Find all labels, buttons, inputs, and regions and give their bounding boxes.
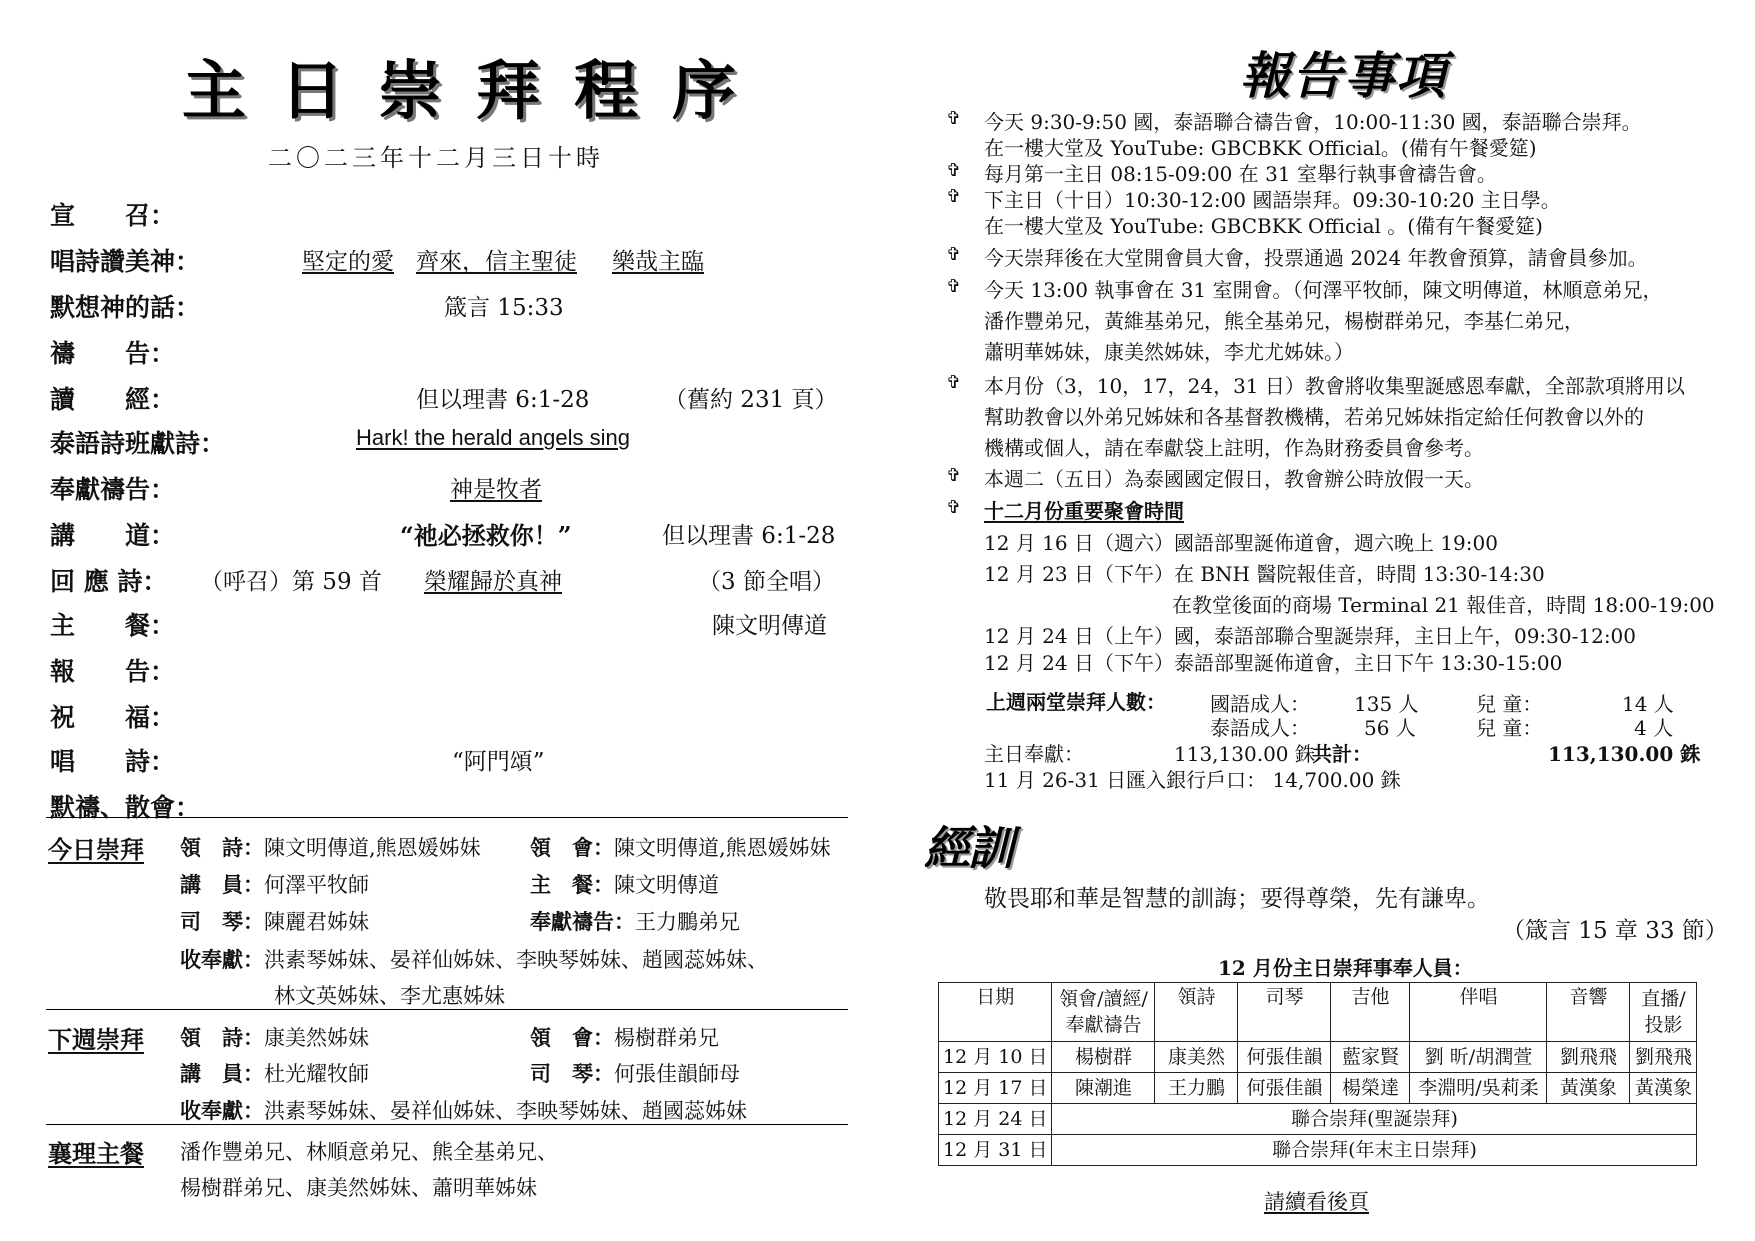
order-label-sermon: 講 道： (50, 521, 176, 550)
cell: 康美然 (1155, 1042, 1238, 1073)
today-offering-prayer (530, 906, 740, 936)
value: 杜光耀牧師 (264, 1062, 369, 1086)
divider (46, 1124, 848, 1125)
offering-hymn: 神是牧者 (450, 477, 542, 503)
response-verses: （3 節全唱） (698, 569, 835, 595)
schedule-title: 12 月份主日崇拜事奉人員： (1218, 956, 1473, 980)
label: 司 琴： (530, 1061, 614, 1086)
child-count-1: 14 人 (1622, 692, 1674, 716)
meditation-verse: 箴言 15:33 (444, 295, 564, 321)
hymn-1: 堅定的愛 (302, 249, 394, 275)
cross-icon: ✞ (946, 160, 962, 181)
next-offering (180, 1095, 747, 1125)
today-piano (180, 906, 369, 936)
value: 洪素琴姊妹、晏祥仙姊妹、李映琴姊妹、趙國蕊姊妹、 (264, 948, 768, 972)
events-head: 十二月份重要聚會時間 (984, 499, 1184, 523)
cross-icon: ✞ (946, 497, 962, 518)
order-label-meditate: 默想神的話： (50, 293, 201, 322)
label: 主 餐： (530, 872, 614, 897)
order-label-praise: 唱詩讚美神： (50, 247, 201, 276)
order-label-choir: 泰語詩班獻詩： (50, 429, 226, 458)
verse-reference: （箴言 15 章 33 節） (1502, 918, 1728, 944)
today-lead-meet (530, 832, 831, 862)
value: 何澤平牧師 (264, 873, 369, 897)
next-piano (530, 1058, 740, 1088)
today-lead-poem (180, 832, 481, 862)
table-row (939, 1073, 1697, 1104)
value: 洪素琴姊妹、晏祥仙姊妹、李映琴姊妹、趙國蕊姊妹 (264, 1099, 747, 1123)
today-offering (180, 944, 768, 974)
announcement: 今天 13:00 執事會在 31 室開會。（何澤平牧師，陳文明傳道，林順意弟兄， (984, 278, 1663, 302)
announcement: 在一樓大堂及 YouTube: GBCBKK Official。(備有午餐愛筵) (984, 136, 1537, 160)
order-label-response: 回 應 詩： (50, 567, 168, 596)
today-communion (530, 869, 719, 899)
cross-icon: ✞ (946, 276, 962, 297)
communion-line-1: 潘作豐弟兄、林順意弟兄、熊全基弟兄、 (180, 1140, 558, 1164)
label: 收奉獻： (180, 1098, 264, 1123)
continue-note: 請續看後頁 (1264, 1190, 1369, 1214)
offering-amount: 113,130.00 銖 (1174, 742, 1315, 766)
cell: 陳潮進 (1052, 1073, 1155, 1104)
hymn-2: 齊來，信主聖徒 (416, 249, 577, 275)
col-header: 伴唱 (1410, 983, 1547, 1042)
schedule-table (938, 982, 1697, 1166)
today-speaker (180, 869, 369, 899)
cell: 楊樹群 (1052, 1042, 1155, 1073)
response-hymn: 榮耀歸於真神 (424, 569, 562, 595)
child-count-2: 4 人 (1634, 716, 1674, 740)
next-speaker (180, 1058, 369, 1088)
label: 講 員： (180, 872, 264, 897)
event: 12 月 23 日（下午）在 BNH 醫院報佳音，時間 13:30-14:30 (984, 562, 1545, 586)
col-header: 司琴 (1238, 983, 1331, 1042)
divider (46, 817, 848, 818)
service-date: 二〇二三年十二月三日十時 (268, 144, 604, 172)
cell: 何張佳韻 (1238, 1073, 1331, 1104)
cell: 黃漢象 (1630, 1073, 1697, 1104)
choir-song: Hark! the herald angels sing (356, 425, 630, 450)
cell: 劉飛飛 (1630, 1042, 1697, 1073)
value: 陳文明傳道,熊恩媛姊妹 (264, 836, 481, 860)
event: 12 月 24 日（上午）國，泰語部聯合聖誕崇拜，主日上午，09:30-12:00 (984, 624, 1637, 648)
value: 陳文明傳道 (614, 873, 719, 897)
order-label-call: 宣 召： (50, 201, 176, 230)
sermon-passage: 但以理書 6:1-28 (662, 523, 836, 549)
order-label-announce: 報 告： (50, 657, 176, 686)
cell-date: 12 月 17 日 (939, 1073, 1052, 1104)
cell: 楊榮達 (1331, 1073, 1410, 1104)
col-header: 吉他 (1331, 983, 1410, 1042)
announcement: 幫助教會以外弟兄姊妹和各基督教機構，若弟兄姊妹指定給任何教會以外的 (984, 405, 1644, 429)
col-header: 音響 (1547, 983, 1630, 1042)
cross-icon: ✞ (946, 108, 962, 129)
col-header: 直播/投影 (1630, 983, 1697, 1042)
cell-date: 12 月 24 日 (939, 1104, 1052, 1135)
child-label: 兒 童： (1476, 692, 1543, 716)
announcement: 本月份（3，10，17，24，31 日）教會將收集聖誕感恩奉獻，全部款項將用以 (984, 374, 1685, 398)
total-label: 共計： (1312, 742, 1372, 766)
cell: 黃漢象 (1547, 1073, 1630, 1104)
attendance-label: 上週兩堂崇拜人數： (986, 690, 1166, 714)
announcement: 潘作豐弟兄，黃維基弟兄，熊全基弟兄，楊樹群弟兄，李基仁弟兄， (984, 309, 1584, 333)
today-head: 今日崇拜 (48, 836, 144, 864)
label: 領 會： (530, 835, 614, 860)
label: 奉獻禱告： (530, 909, 635, 934)
child-label: 兒 童： (1476, 716, 1543, 740)
event: 12 月 16 日（週六）國語部聖誕佈道會，週六晚上 19:00 (984, 531, 1498, 555)
verse-title: 經訓 (924, 821, 1012, 875)
cell: 王力鵬 (1155, 1073, 1238, 1104)
order-label-closing-hymn: 唱 詩： (50, 747, 176, 776)
label: 收奉獻： (180, 947, 264, 972)
cell-joint: 聯合崇拜(年末主日崇拜) (1052, 1135, 1697, 1166)
announcement: 每月第一主日 08:15-09:00 在 31 室舉行執事會禱告會。 (984, 162, 1497, 186)
cell: 藍家賢 (1331, 1042, 1410, 1073)
cross-icon: ✞ (946, 186, 962, 207)
value: 楊樹群弟兄 (614, 1026, 719, 1050)
next-lead-meet (530, 1022, 719, 1052)
announcement: 下主日（十日）10:30-12:00 國語崇拜。09:30-10:20 主日學。 (984, 188, 1561, 212)
cross-icon: ✞ (946, 244, 962, 265)
event: 在教堂後面的商場 Terminal 21 報佳音，時間 18:00-19:00 (1172, 593, 1715, 617)
bank-transfer: 11 月 26-31 日匯入銀行戶口： 14,700.00 銖 (984, 768, 1401, 792)
hymn-3: 樂哉主臨 (612, 249, 704, 275)
program-title: 主日崇拜程序 (182, 54, 770, 129)
announcement: 今天崇拜後在大堂開會員大會，投票通過 2024 年教會預算，請會員參加。 (984, 246, 1648, 270)
verse-text: 敬畏耶和華是智慧的訓誨；要得尊榮，先有謙卑。 (984, 886, 1490, 912)
table-row (939, 1104, 1697, 1135)
cross-icon: ✞ (946, 372, 962, 393)
order-label-communion: 主 餐： (50, 611, 176, 640)
order-label-prayer: 禱 告： (50, 339, 176, 368)
value: 陳麗君姊妹 (264, 910, 369, 934)
event: 12 月 24 日（下午）泰語部聖誕佈道會，主日下午 13:30-15:00 (984, 651, 1563, 675)
announcement: 在一樓大堂及 YouTube: GBCBKK Official 。(備有午餐愛筵) (984, 214, 1543, 238)
table-row (939, 1042, 1697, 1073)
cross-icon: ✞ (946, 465, 962, 486)
next-head: 下週崇拜 (48, 1026, 144, 1054)
value: 何張佳韻師母 (614, 1062, 740, 1086)
table-row (939, 1135, 1697, 1166)
divider (46, 1009, 848, 1010)
cell: 李淵明/吳莉柔 (1410, 1073, 1547, 1104)
closing-hymn: “阿門頌” (452, 749, 545, 775)
order-label-offering-prayer: 奉獻禱告： (50, 475, 176, 504)
cell: 劉 昕/胡潤萱 (1410, 1042, 1547, 1073)
label: 領 會： (530, 1025, 614, 1050)
mandarin-count: 135 人 (1354, 692, 1419, 716)
announcement: 本週二（五日）為泰國國定假日，教會辦公時放假一天。 (984, 467, 1484, 491)
col-header: 領會/讀經/奉獻禱告 (1052, 983, 1155, 1042)
value: 陳文明傳道,熊恩媛姊妹 (614, 836, 831, 860)
communion-head: 襄理主餐 (48, 1140, 144, 1168)
announcement: 今天 9:30-9:50 國，泰語聯合禱告會，10:00-11:30 國，泰語聯合崇拜。 (984, 110, 1642, 134)
announcement: 機構或個人，請在奉獻袋上註明，作為財務委員會參考。 (984, 436, 1484, 460)
cell-date: 12 月 31 日 (939, 1135, 1052, 1166)
cell: 劉飛飛 (1547, 1042, 1630, 1073)
col-header: 領詩 (1155, 983, 1238, 1042)
order-label-dismissal: 默禱、散會： (50, 793, 201, 822)
order-label-reading: 讀 經： (50, 385, 176, 414)
communion-leader: 陳文明傳道 (712, 613, 827, 639)
sermon-title: “祂必拯救你！” (400, 521, 572, 550)
table-header-row (939, 983, 1697, 1042)
communion-line-2: 楊樹群弟兄、康美然姊妹、蕭明華姊妹 (180, 1176, 537, 1200)
mandarin-label: 國語成人： (1210, 692, 1310, 716)
label: 講 員： (180, 1061, 264, 1086)
thai-count: 56 人 (1364, 716, 1416, 740)
value: 康美然姊妹 (264, 1026, 369, 1050)
label: 領 詩： (180, 1025, 264, 1050)
announcements-title: 報告事項 (1240, 46, 1448, 105)
label: 領 詩： (180, 835, 264, 860)
reading-page: （舊約 231 頁） (664, 387, 838, 413)
reading-passage: 但以理書 6:1-28 (416, 387, 590, 413)
today-offering-cont: 林文英姊妹、李尤惠姊妹 (274, 984, 505, 1008)
cell-date: 12 月 10 日 (939, 1042, 1052, 1073)
col-header: 日期 (939, 983, 1052, 1042)
value: 王力鵬弟兄 (635, 910, 740, 934)
announcement: 蕭明華姊妹，康美然姊妹，李尤尤姊妹。） (984, 340, 1354, 364)
cell: 何張佳韻 (1238, 1042, 1331, 1073)
next-lead-poem (180, 1022, 369, 1052)
label: 司 琴： (180, 909, 264, 934)
order-label-blessing: 祝 福： (50, 703, 176, 732)
response-hymn-number: （呼召）第 59 首 (200, 569, 382, 595)
total-amount: 113,130.00 銖 (1548, 742, 1701, 766)
thai-label: 泰語成人： (1210, 716, 1310, 740)
cell-joint: 聯合崇拜(聖誕崇拜) (1052, 1104, 1697, 1135)
offering-label: 主日奉獻： (984, 742, 1084, 766)
